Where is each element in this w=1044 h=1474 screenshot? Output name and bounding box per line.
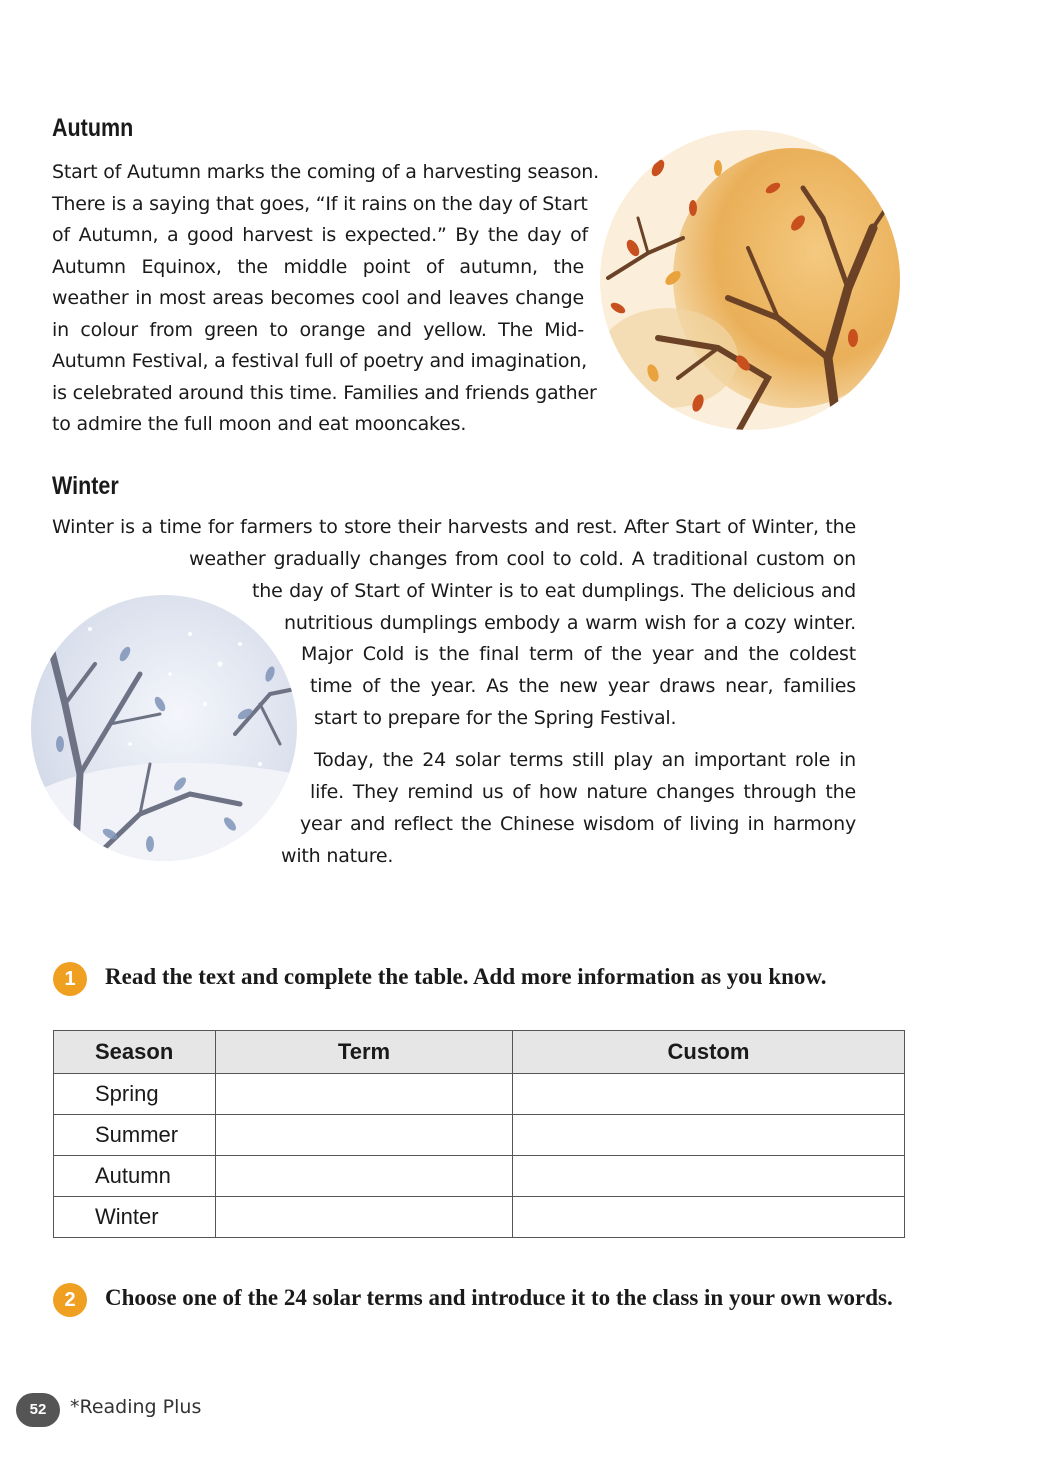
page-number-badge: 52 <box>16 1393 60 1427</box>
table-row <box>54 1156 905 1197</box>
custom-cell[interactable] <box>513 1156 905 1197</box>
table-header-row <box>54 1031 905 1074</box>
question-1-text: Read the text and complete the table. Add more information as you know. <box>105 964 827 989</box>
winter-line-text: Major Cold is the final term of the year and the coldest <box>301 643 856 665</box>
term-cell[interactable] <box>216 1156 513 1197</box>
autumn-line: Autumn Festival, a festival full of poetry and imagination, <box>52 350 587 372</box>
closing-line <box>310 777 856 809</box>
term-cell[interactable] <box>216 1115 513 1156</box>
table-row <box>54 1197 905 1238</box>
closing-line <box>300 809 856 841</box>
autumn-line: in colour from green to orange and yellow. The Mid- <box>52 318 584 341</box>
table-row <box>54 1115 905 1156</box>
custom-cell[interactable] <box>513 1115 905 1156</box>
autumn-line: Autumn Equinox, the middle point of autumn, the <box>52 255 584 278</box>
season-cell: Winter <box>54 1197 216 1238</box>
closing-line-text: Today, the 24 solar terms still play an important role in <box>314 749 856 771</box>
autumn-line: There is a saying that goes, “If it rains on the day of Start <box>52 192 588 215</box>
winter-line-text: nutritious dumplings embody a warm wish for a cozy winter. <box>284 612 856 634</box>
question-2-text: Choose one of the 24 solar terms and introduce it to the class in your own words. <box>105 1285 893 1310</box>
closing-line <box>314 745 856 777</box>
custom-cell[interactable] <box>513 1074 905 1115</box>
table-header-custom: Custom <box>513 1031 905 1074</box>
autumn-paragraph <box>52 157 618 441</box>
winter-line <box>189 544 856 576</box>
winter-heading: Winter <box>52 472 119 500</box>
season-table <box>53 1030 905 1238</box>
autumn-line: weather in most areas becomes cool and leaves change <box>52 287 584 309</box>
season-cell: Summer <box>54 1115 216 1156</box>
footer-label: *Reading Plus <box>70 1396 202 1418</box>
winter-line <box>252 576 856 608</box>
autumn-line: Start of Autumn marks the coming of a harvesting season. <box>52 161 599 183</box>
custom-cell[interactable] <box>513 1197 905 1238</box>
term-cell[interactable] <box>216 1197 513 1238</box>
question-2-badge: 2 <box>53 1283 87 1317</box>
autumn-line: to admire the full moon and eat mooncakes. <box>52 413 467 435</box>
winter-line-text: the day of Start of Winter is to eat dumplings. The delicious and <box>252 580 856 602</box>
autumn-heading: Autumn <box>52 114 134 142</box>
winter-line-text: weather gradually changes from cool to cold. A traditional custom on <box>189 548 856 570</box>
table-header-term: Term <box>216 1031 513 1074</box>
winter-line-text: Winter is a time for farmers to store their harvests and rest. After Start of Winter, the <box>52 516 856 538</box>
winter-line <box>284 608 856 640</box>
winter-line <box>52 512 856 544</box>
autumn-tree-illustration <box>598 128 902 432</box>
winter-line <box>310 671 856 703</box>
winter-line <box>314 703 676 735</box>
closing-line-text: with nature. <box>281 845 394 867</box>
autumn-line: of Autumn, a good harvest is expected.” By the day of <box>52 224 588 246</box>
question-1-badge: 1 <box>53 962 87 996</box>
winter-tree-illustration <box>30 594 298 862</box>
winter-line-text: time of the year. As the new year draws near, families <box>310 675 856 697</box>
closing-line-text: year and reflect the Chinese wisdom of living in harmony <box>300 813 856 835</box>
autumn-line: is celebrated around this time. Families and friends gather <box>52 381 597 404</box>
term-cell[interactable] <box>216 1074 513 1115</box>
closing-line-text: life. They remind us of how nature changes through the <box>310 781 856 803</box>
winter-line <box>301 639 856 671</box>
table-header-season: Season <box>54 1031 216 1074</box>
season-cell: Autumn <box>54 1156 216 1197</box>
table-row <box>54 1074 905 1115</box>
season-cell: Spring <box>54 1074 216 1115</box>
winter-line-text: start to prepare for the Spring Festival. <box>314 707 677 729</box>
